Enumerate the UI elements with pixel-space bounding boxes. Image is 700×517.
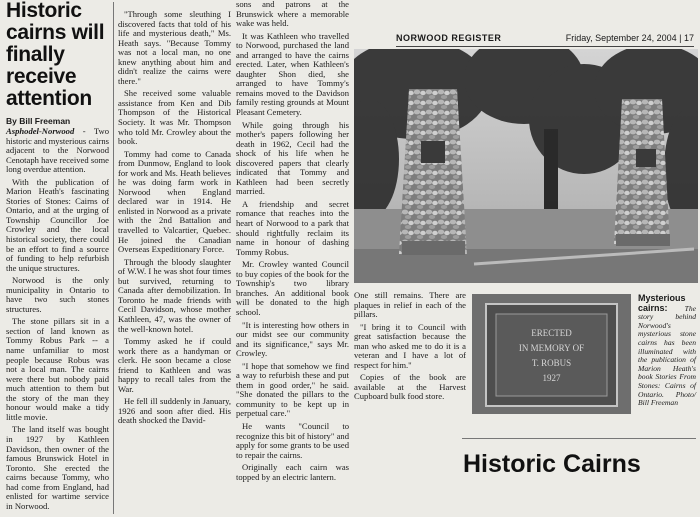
plaque-photo xyxy=(472,294,631,414)
article-column-3 xyxy=(236,0,349,485)
article-paragraph: Asphodel-Norwood - Two historic and mysterious cairns adjacent to the Norwood Cenotaph have received some long overdue attention. xyxy=(6,126,109,175)
article-paragraph: One still remains. There are plaques in relief in each of the pillars. xyxy=(354,290,466,320)
column-divider xyxy=(113,2,114,514)
article-paragraph: "It is interesting how others in our midst see our community and its significance," says Mr. Crowley. xyxy=(236,319,349,359)
byline: By Bill Freeman xyxy=(6,116,71,126)
article-paragraph: sons and patrons at the Brunswick where a memorable wake was held. xyxy=(236,0,349,29)
article-column-4 xyxy=(354,291,466,405)
article-paragraph: "Through some sleuthing I discovered facts that told of his life and mysterious death," Ms. Heath says. "Because Tommy was not a local man, no one knew anything about him and didn't realize the cairns were there." xyxy=(118,9,231,86)
article-paragraph: He fell ill suddenly in January, 1926 and soon after died. His death shocked the David- xyxy=(118,396,231,426)
masthead xyxy=(396,33,694,47)
article-column-1 xyxy=(6,127,109,514)
plaque-text-line: 1927 xyxy=(542,373,561,383)
article-column-2 xyxy=(118,10,231,429)
issue-date: Friday, September 24, 2004 | 17 xyxy=(565,33,694,43)
article-paragraph: Tommy asked he if could work there as a handyman or clerk. He soon became a close friend to Kathleen and was happy to recall tales from the War. xyxy=(118,336,231,394)
caption-text: The story behind Norwood's mysterious stone cairns has been illuminated with the publication of Marion Heath's book Stories From Stones: Cairns of Ontario. Photo/ Bill Freeman xyxy=(638,303,696,408)
article-paragraph: It was Kathleen who travelled to Norwood, purchased the land and arranged to have the cairns erected. Later, when Kathleen's daughter Shon died, she arranged to have Tommy's remains moved to the Davidson family resting grounds at Mount Pleasant Cemetery. xyxy=(236,30,349,118)
plaque-text-line: ERECTED xyxy=(531,328,572,338)
caption-title: Mysterious cairns: xyxy=(638,293,686,313)
article-paragraph: He wants "Council to recognize this bit of history" and apply for some grants to be used to repair the cairns. xyxy=(236,420,349,460)
article-paragraph: She received some valuable assistance from Ken and Dib Thompson of the Historical Society. It was Mr. Thompson who told Mr. Crowley about the book. xyxy=(118,88,231,147)
section-divider xyxy=(462,438,696,439)
article-paragraph: Tommy had come to Canada from Dunmow, England to look for work and Ms. Heath believes he was doing farm work in Norwood when England declared war in 1914. He enlisted in Norwood as a private with the 2nd Battalion and travelled to Valcartier, Quebec. He joined the Canadian Overseas Expeditionary Force. xyxy=(118,148,231,255)
article-paragraph: Norwood is the only municipality in Ontario to have two such stones structures. xyxy=(6,275,109,314)
article-paragraph: Copies of the book are available at the Harvest Cupboard bulk food store. xyxy=(354,372,466,402)
article-paragraph: With the publication of Marion Heath's fascinating Stories of Stones: Cairns of Ontario, and at the urging of Township Councillor Joe Crowley and the local historical society, there could be an effort to find a source of funding to help refurbish the unique structures. xyxy=(6,176,109,273)
article-paragraph: Through the bloody slaughter of W.W. I he was shot four times but survived, returning to Canada after demobilization. In Toronto he made friends with Cecil Davidson, whose mother Kathleen, 47, was the owner of the well-known hotel. xyxy=(118,256,231,334)
article-paragraph: While going through his mother's papers following her death in 1962, Cecil had the shock of his life when he discovered papers that clearly indicated that Tommy and Kathleen had been secretly married. xyxy=(236,119,349,197)
article-paragraph: Originally each cairn was topped by an electric lantern. xyxy=(236,462,349,482)
plaque-text-line: IN MEMORY OF xyxy=(518,343,585,353)
article-paragraph: Mr. Crowley wanted Council to buy copies of the book for the Township's two library branches. An additional book will be donated to the high school. xyxy=(236,259,349,317)
article-paragraph: "I bring it to Council with great satisfaction because the man who asked me to do it is a veteran and I have a lot of respect for him." xyxy=(354,321,466,370)
headline: Historic cairns will finally receive attention xyxy=(6,0,105,110)
photo-caption xyxy=(638,294,696,408)
article-paragraph: A friendship and secret romance that reaches into the heart of Norwood to a park that should rightfully reclaim its name in honour of dashing Tommy Robus. xyxy=(236,198,349,257)
dateline: Asphodel-Norwood xyxy=(6,126,75,136)
article-paragraph: The land itself was bought in 1927 by Kathleen Davidson, then owner of the famous Brunswick Hotel in Toronto. She erected the cairns because Tommy, who had come from England, had enlisted for wartime service in Norwood. xyxy=(6,424,109,511)
plaque-text-line: T. ROBUS xyxy=(531,358,572,368)
newspaper-name: NORWOOD REGISTER xyxy=(396,33,502,43)
cairns-photo xyxy=(354,49,698,283)
article-paragraph: "I hope that somehow we find a way to refurbish these and put them in good order," he said. "She donated the pillars to the community to be kept up in perpetual care." xyxy=(236,360,349,419)
section-title: Historic Cairns xyxy=(463,450,641,478)
article-paragraph: The stone pillars sit in a section of land known as Tommy Robus Park -- a name unfamiliar to most people because Robus was not a local man. The cairns were there but nobody paid much attention to them but the story of the man they honour would make a tidy little movie. xyxy=(6,316,109,422)
